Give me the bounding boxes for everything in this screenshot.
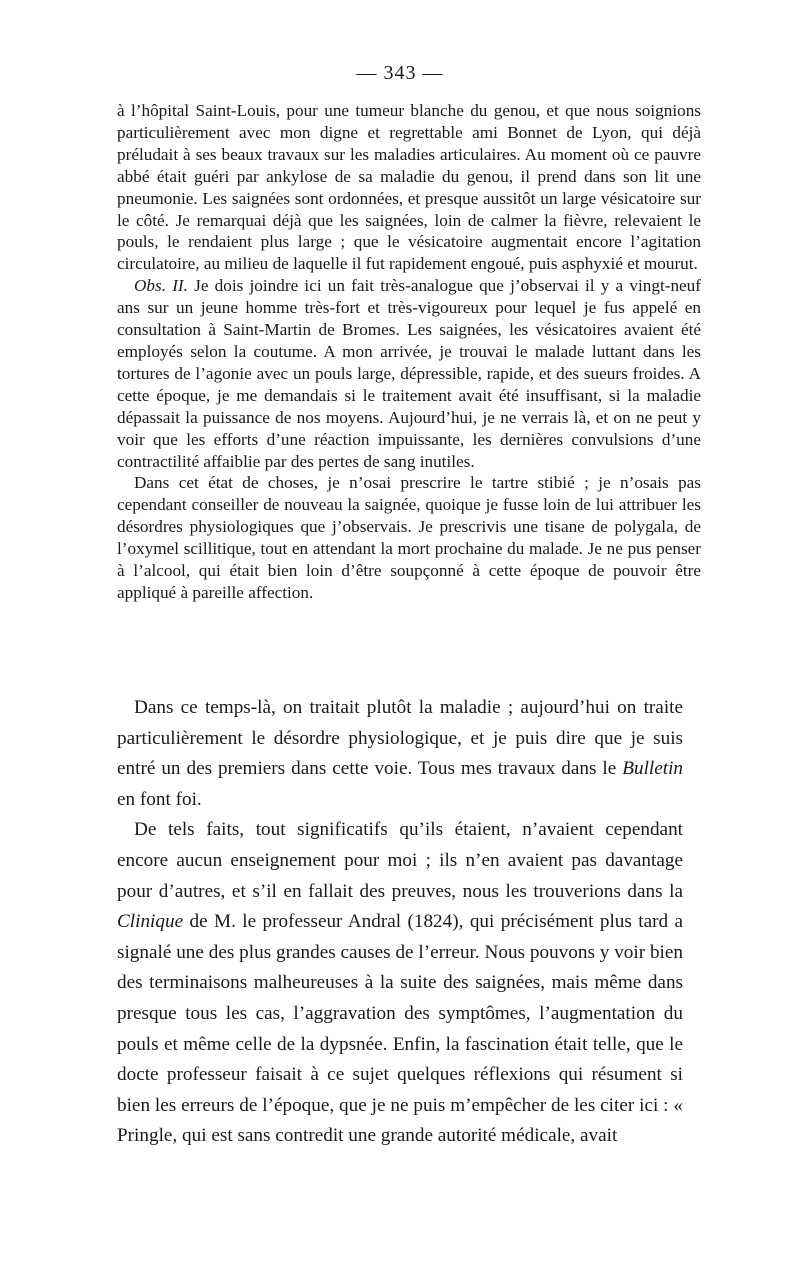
paragraph-temps-la	[117, 693, 683, 815]
small-print-block	[117, 100, 701, 604]
paragraph-obs-2	[117, 275, 701, 472]
paragraph-etat-de-choses: Dans cet état de choses, je n’osai prescrire le tartre stibié ; je n’osais pas cependant conseiller de nouveau la saignée, quoique je fusse loin de lui attribuer les désordres physiologiques que j’observais. Je prescrivis une tisane de polygala, de l’oxymel scillitique, tout en attendant la mort prochaine du malade. Je ne pus penser à l’alcool, qui était bien loin d’être soupçonné à cette époque de pouvoir être appliqué à pareille affection.	[117, 473, 701, 602]
obs-label: Obs. II.	[134, 276, 188, 296]
page-number: — 343 —	[356, 62, 444, 84]
paragraph-hopital: à l’hôpital Saint-Louis, pour une tumeur blanche du genou, et que nous soignions particulièrement avec mon digne et regrettable ami Bonnet de Lyon, qui déjà préludait à ses beaux travaux sur les maladies articulaires. Au moment où ce pauvre abbé était guéri par ankylose de sa maladie du genou, il prend dans son lit une pneumonie. Les saignées sont ordonnées, et presque aussitôt un large vésicatoire sur le côté. Je remarquai déjà que les saignées, loin de calmer la fièvre, relevaient le pouls, le rendaient plus large ; que le vésicatoire augmentait encore l’agitation circulatoire, au milieu de laquelle il fut rapidement engoué, puis asphyxié et mourut.	[117, 101, 701, 274]
paragraph-text: Dans ce temps-là, on traitait plutôt la maladie ; aujourd’hui on traite particulièrement le désordre physiologique, et je puis dire que je suis entré un des premiers dans cette voie. Tous mes travaux dans le	[117, 697, 683, 780]
clinique-title: Clinique	[117, 911, 184, 933]
paragraph-text: en font foi.	[117, 788, 202, 810]
paragraph-tels-faits	[117, 815, 683, 1152]
paragraph-text: de M. le professeur Andral (1824), qui précisément plus tard a signalé une des plus grandes causes de l’erreur. Nous pouvons y voir bien des terminaisons malheureuses à la suite des saignées, mais même dans presque tous les cas, l’aggravation des symptômes, l’augmentation du pouls et même celle de la dypsnée. Enfin, la fascination était telle, que le docte professeur faisait à ce sujet quelques réflexions qui résument si bien les erreurs de l’époque, que je ne puis m’empêcher de les citer ici : « Pringle, qui est sans contredit une grande autorité médicale, avait	[117, 911, 683, 1147]
large-print-block	[117, 693, 683, 1152]
obs-2-text: Je dois joindre ici un fait très-analogue que j’observai il y a vingt-neuf ans sur un jeune homme très-fort et très-vigoureux pour lequel je fus appelé en consultation à Saint-Martin de Bromes. Les saignées, les vésicatoires avaient été employés selon la coutume. A mon arrivée, je trouvai le malade luttant dans les tortures de l’agonie avec un pouls large, dépressible, rapide, et des sueurs froides. A cette époque, je me demandais si le traitement avait été insuffisant, si la maladie dépassait la puissance de nos moyens. Aujourd’hui, je ne verrais là, et on ne peut y voir que les efforts d’une réaction impuissante, les dernières convulsions d’une contractilité affaiblie par des pertes de sang inutiles.	[117, 276, 701, 471]
bulletin-title: Bulletin	[622, 758, 683, 780]
paragraph-text: De tels faits, tout significatifs qu’ils étaient, n’avaient cependant encore aucun enseignement pour moi ; ils n’en avaient pas davantage pour d’autres, et s’il en fallait des preuves, nous les trouverions dans la	[117, 819, 683, 902]
